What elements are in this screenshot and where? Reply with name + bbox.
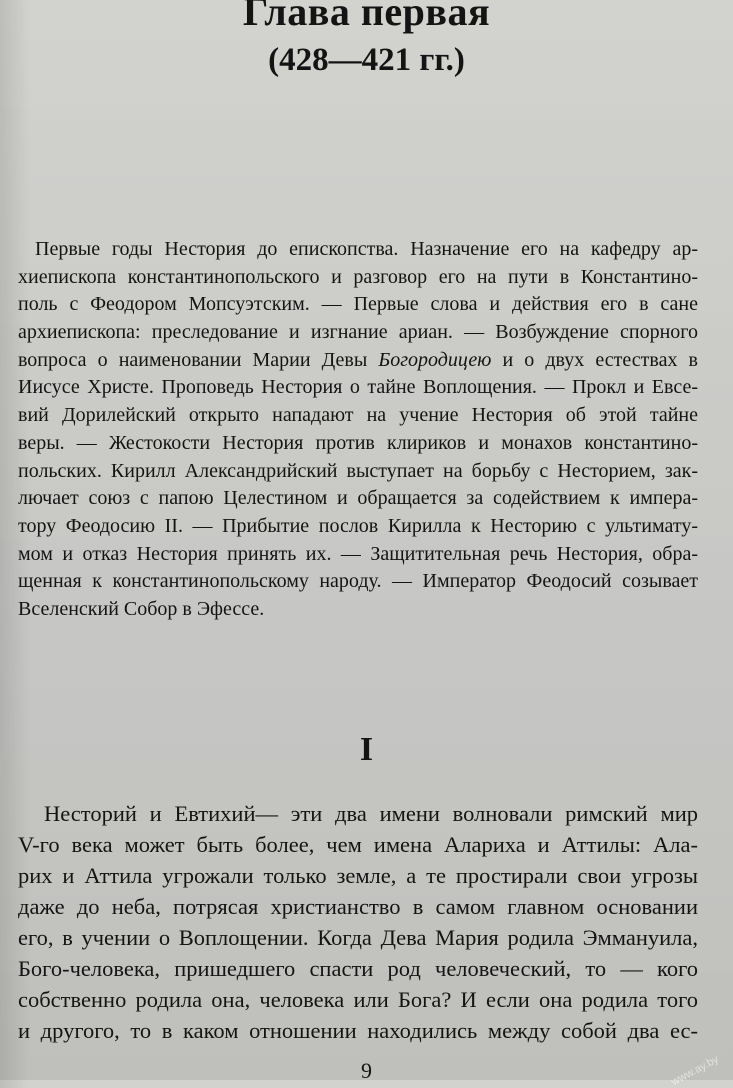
summary-line: Первые годы Нестория до епископства. Назначение его на кафедру ар- xyxy=(35,238,698,260)
watermark: www.ay.by xyxy=(669,1053,721,1088)
summary-line: щенная к константинопольскому народу. — Император Феодосий созывает xyxy=(18,570,698,593)
summary-line: веры. — Жестокости Нестория против клириков и монахов константино- xyxy=(18,431,698,454)
summary-line: Вселенский Собор в Эфессе. xyxy=(18,597,265,620)
body-line: Бого-человека, пришедшего спасти род человеческий, то — кого xyxy=(18,956,698,981)
summary-line: архиепископа: преследование и изгнание ариан. — Возбуждение спорного xyxy=(18,321,698,344)
body-line: рих и Аттила угрожали только земле, а те простирали свои угрозы xyxy=(18,863,698,888)
body-paragraph xyxy=(18,798,698,1046)
summary-line: Иисусе Христе. Проповедь Нестория о тайне Воплощения. — Прокл и Евсе- xyxy=(18,376,698,399)
summary-line: вопроса о наименовании Марии Девы Богородицею и о двух естествах в xyxy=(18,348,698,371)
body-line: даже до неба, потрясая христианство в самом главном основании xyxy=(18,894,698,919)
body-line: Несторий и Евтихий— эти два имени волновали римский мир xyxy=(44,801,698,826)
summary-line: мом и отказ Нестория принять их. — Защитительная речь Нестория, обра- xyxy=(18,542,698,565)
body-line: его, в учении о Воплощении. Когда Дева Мария родила Эммануила, xyxy=(18,925,698,950)
body-line: и другого, то в каком отношении находились между собой два ес- xyxy=(18,1018,698,1043)
summary-line: вий Дорилейский открыто нападают на учение Нестория об этой тайне xyxy=(18,404,698,427)
summary-line: лючает союз с папою Целестином и обращается за содействием к импера- xyxy=(18,487,698,510)
body-line: собственно родила она, человека или Бога? И если она родила того xyxy=(18,987,698,1012)
summary-line: тору Феодосию II. — Прибытие послов Кирилла к Несторию с ультимату- xyxy=(18,514,698,537)
chapter-summary xyxy=(18,236,698,624)
body-line: V-го века может быть более, чем имена Алариха и Аттилы: Ала- xyxy=(18,832,698,857)
summary-line: хиепископа константинопольского и разговор его на пути в Константино- xyxy=(18,265,698,288)
chapter-title: Глава первая xyxy=(242,0,491,34)
section-numeral: I xyxy=(359,731,374,768)
chapter-years: (428—421 гг.) xyxy=(268,42,465,78)
summary-line: поль с Феодором Мопсуэтским. — Первые слова и действия его в сане xyxy=(18,293,698,316)
page-number: 9 xyxy=(361,1058,372,1083)
summary-line: польских. Кирилл Александрийский выступает на борьбу с Несторием, зак- xyxy=(18,459,698,482)
